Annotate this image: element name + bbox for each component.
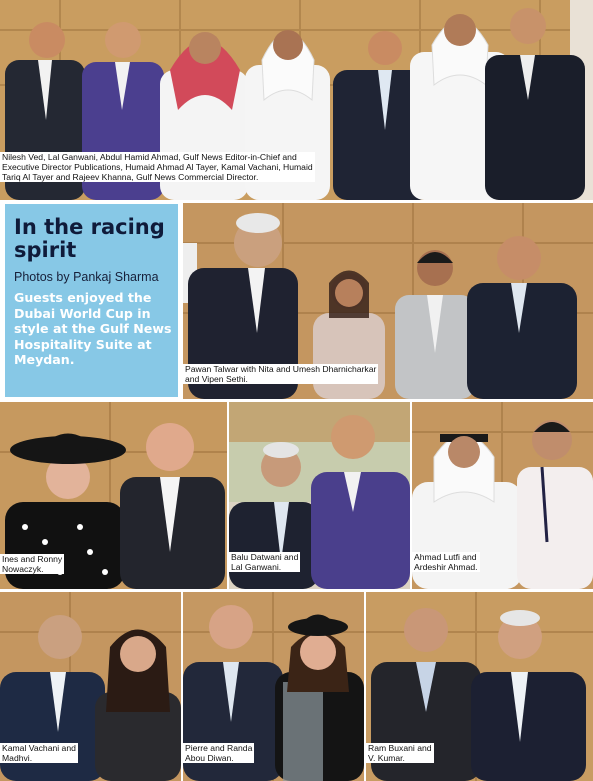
group-photo-top — [0, 0, 593, 200]
caption-line: Nilesh Ved, Lal Ganwani, Abdul Hamid Ahmad, Gulf News Editor-in-Chief and — [2, 152, 297, 162]
couple-photo-ines-ronny — [0, 402, 227, 589]
caption-line: Ines and Ronny — [2, 554, 63, 564]
photo-caption — [0, 152, 315, 182]
photo-caption — [0, 743, 78, 763]
photo-caption — [366, 743, 434, 763]
caption-line: Tariq Al Tayer and Rajeev Khanna, Gulf News Commercial Director. — [2, 172, 259, 182]
caption-line: Ardeshir Ahmad. — [414, 562, 478, 572]
photo-caption — [412, 552, 480, 572]
caption-line: Balu Datwani and — [231, 552, 299, 562]
caption-line: V. Kumar. — [368, 753, 405, 763]
caption-line: Abou Diwan. — [185, 753, 234, 763]
caption-line: Kamal Vachani and — [2, 743, 76, 753]
couple-photo-pierre-randa — [183, 592, 364, 781]
feature-intro: Guests enjoyed the Dubai World Cup in style at the Gulf News Hospitality Suite at Meydan. — [14, 290, 172, 367]
feature-title-panel — [5, 204, 178, 397]
caption-line: Ram Buxani and — [368, 743, 432, 753]
caption-line: Nowaczyk. — [2, 564, 44, 574]
group-photo-second — [183, 203, 593, 399]
photo-caption — [229, 552, 300, 572]
photo-caption — [0, 554, 64, 574]
caption-line: Madhvi. — [2, 753, 33, 763]
caption-line: Executive Director Publications, Humaid Ahmad Al Tayer, Kamal Vachani, Humaid — [2, 162, 313, 172]
photo-credit: Photos by Pankaj Sharma — [14, 270, 159, 284]
photo-caption — [183, 743, 254, 763]
caption-line: and Vipen Sethi. — [185, 374, 248, 384]
couple-photo-balu-lal — [229, 402, 410, 589]
photo-caption — [183, 364, 378, 384]
couple-photo-ahmad-ardeshir — [412, 402, 593, 589]
caption-line: Pierre and Randa — [185, 743, 253, 753]
caption-line: Lal Ganwani. — [231, 562, 282, 572]
caption-line: Pawan Talwar with Nita and Umesh Dharnicharkar — [185, 364, 377, 374]
couple-photo-ram-kumar — [366, 592, 593, 781]
caption-line: Ahmad Lutfi and — [414, 552, 477, 562]
feature-title: In the racing spirit — [14, 215, 165, 262]
couple-photo-kamal-madhvi — [0, 592, 181, 781]
